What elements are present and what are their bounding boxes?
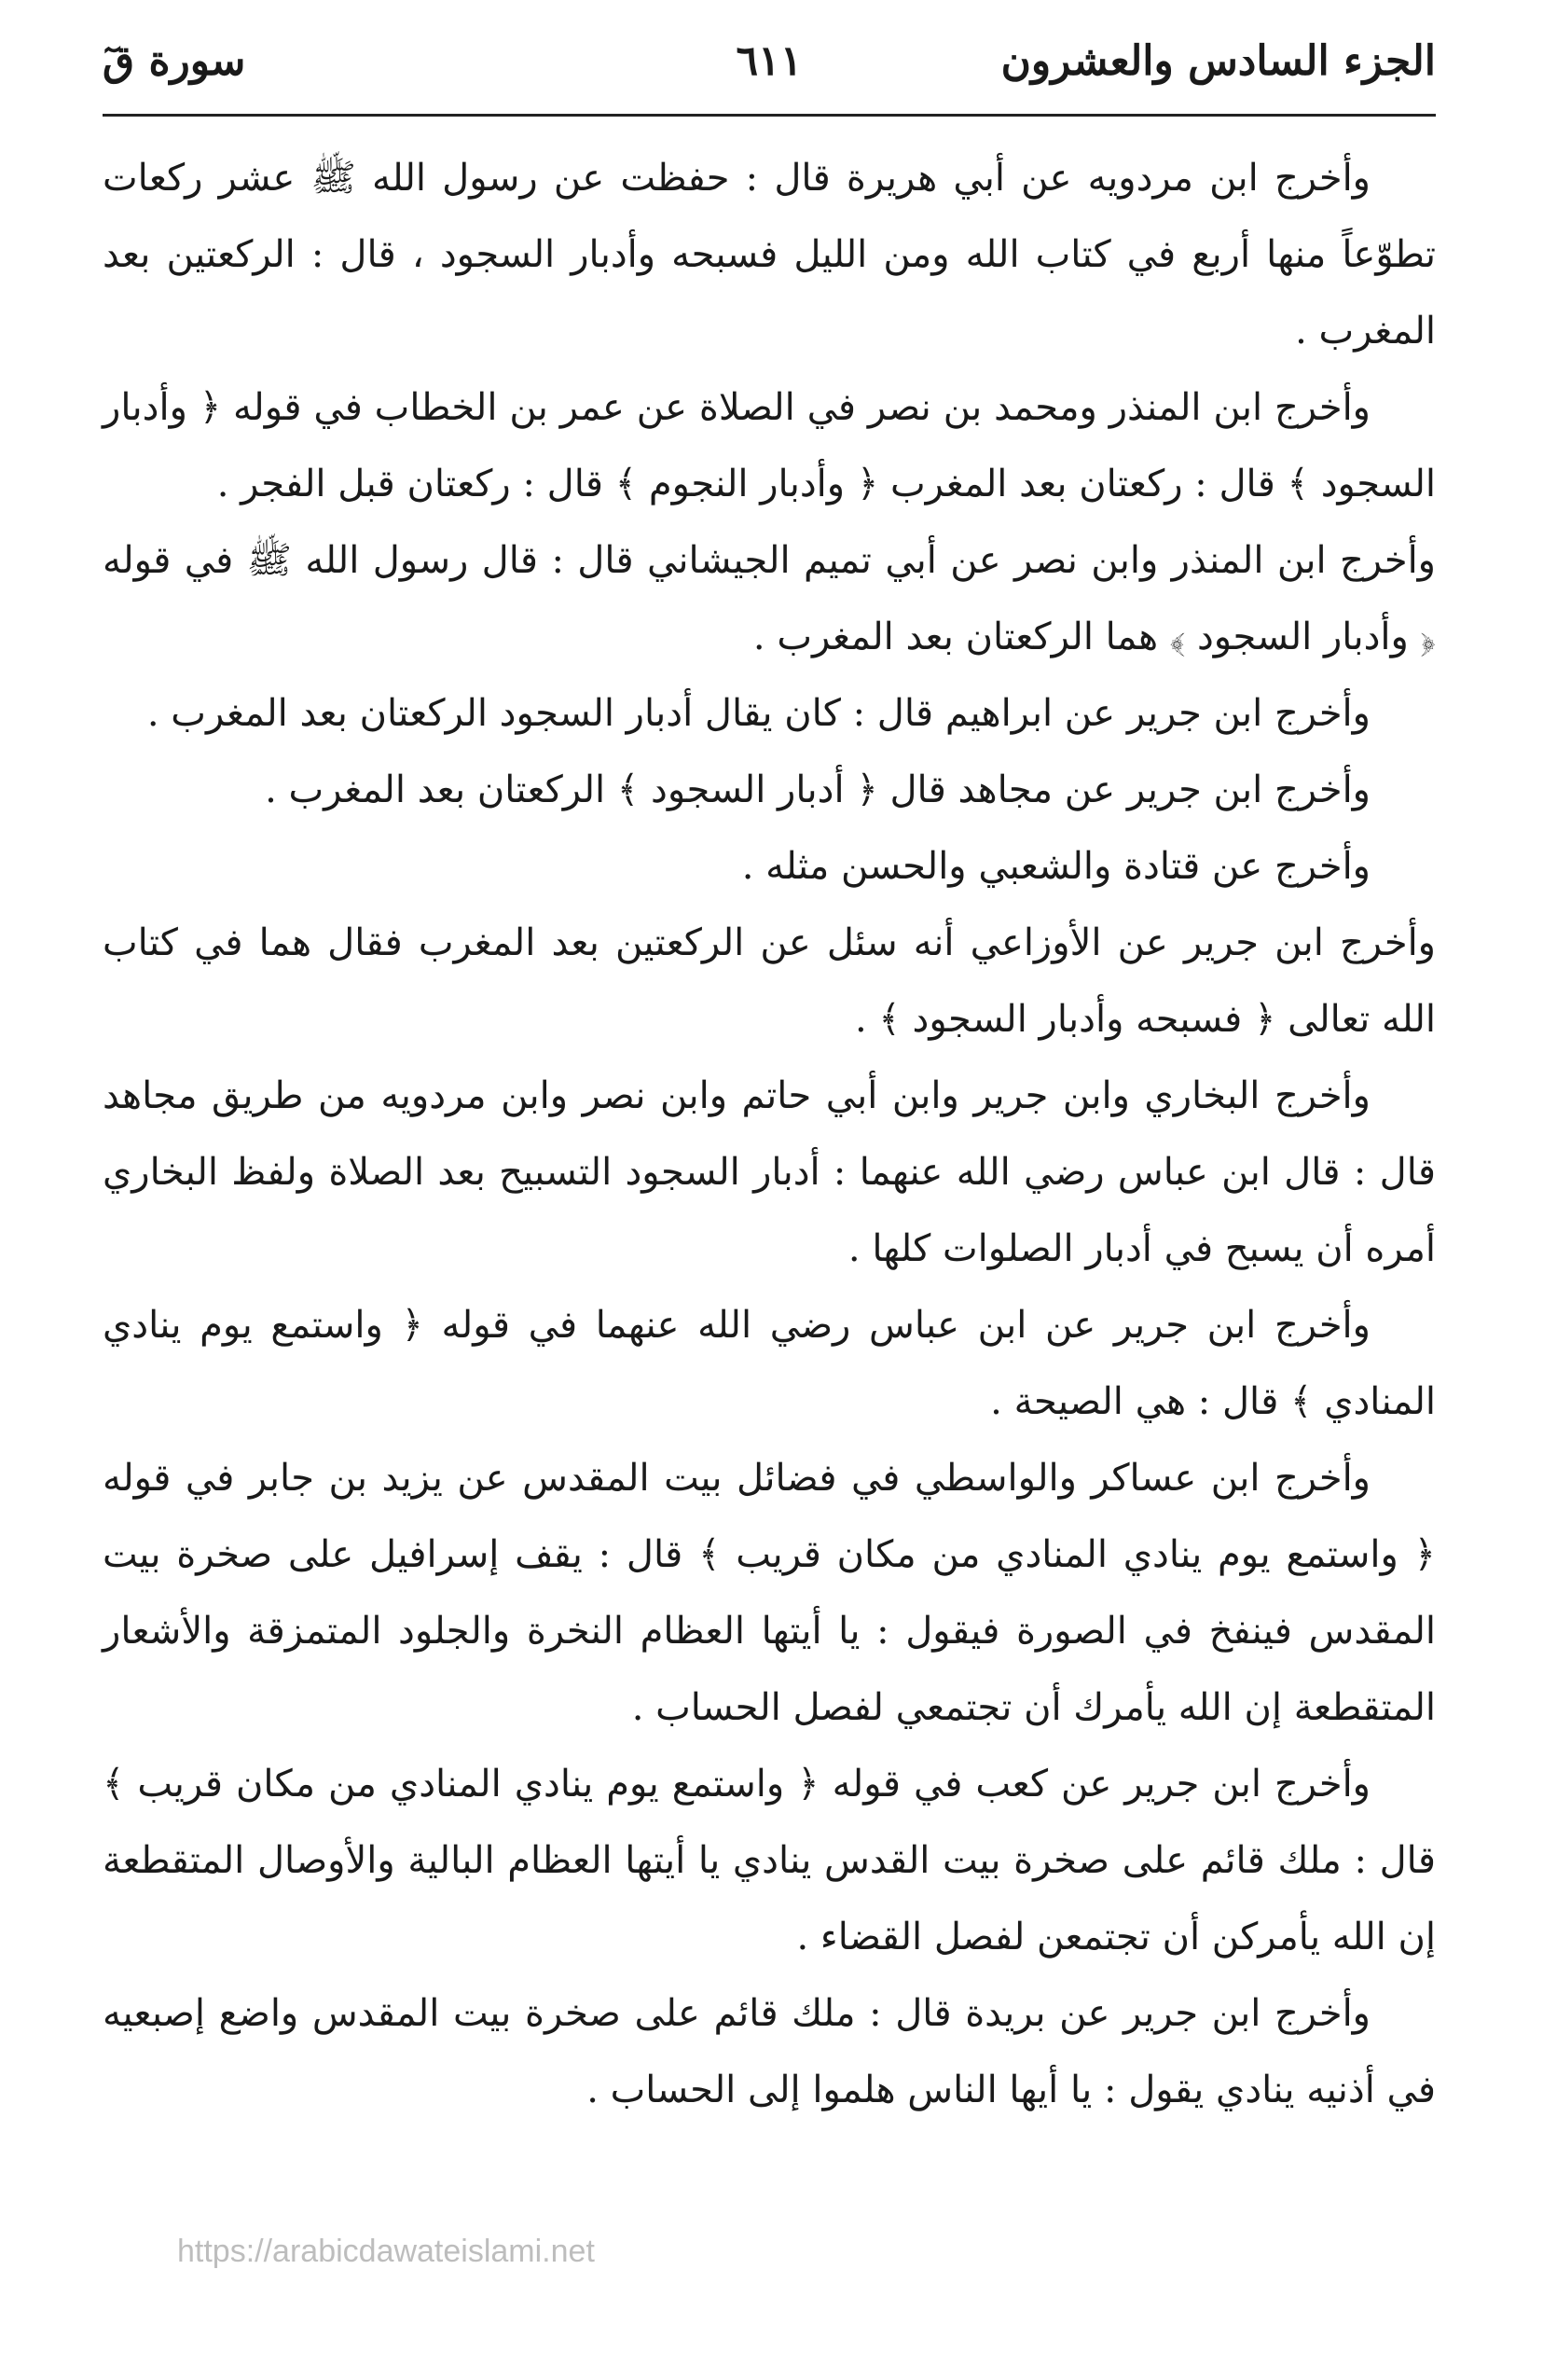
surah-title: سورة قٓ — [103, 37, 246, 85]
page-number: ٦١١ — [736, 37, 803, 85]
page-body — [103, 140, 1436, 2128]
part-title: الجزء السادس والعشرون — [1000, 37, 1436, 85]
paragraph: وأخرج ابن جرير عن مجاهد قال ﴿ أدبار السجود ﴾ الركعتان بعد المغرب . — [265, 768, 1371, 811]
paragraph: وأخرج ابن جرير عن ابن عباس رضي الله عنهما في قوله ﴿ واستمع يوم ينادي المنادي ﴾ قال : هي الصيحة . — [103, 1304, 1436, 1423]
paragraph: وأخرج ابن جرير عن ابراهيم قال : كان يقال أدبار السجود الركعتان بعد المغرب . — [146, 692, 1371, 735]
paragraph: وأخرج ابن جرير عن بريدة قال : ملك قائم على صخرة بيت المقدس واضع إصبعيه في أذنيه ينادي يقول : يا أيها الناس هلموا إلى الحساب . — [103, 1992, 1436, 2111]
page-header — [103, 28, 1436, 107]
header-divider — [103, 114, 1436, 117]
book-page — [103, 28, 1436, 2350]
paragraph: وأخرج ابن جرير عن الأوزاعي أنه سئل عن الركعتين بعد المغرب فقال هما في كتاب الله تعالى ﴿ فسبحه وأدبار السجود ﴾ . — [103, 921, 1437, 1041]
watermark-url: https://arabicdawateislami.net — [177, 2234, 595, 2269]
paragraph: وأخرج ابن جرير عن كعب في قوله ﴿ واستمع يوم ينادي المنادي من مكان قريب ﴾ قال : ملك قائم على صخرة بيت القدس ينادي يا أيتها العظام البالية والأوصال المتقطعة إن الله يأمركن أن تجتمعن لفصل القضاء . — [103, 1763, 1436, 1958]
paragraph: وأخرج ابن مردويه عن أبي هريرة قال : حفظت عن رسول الله ﷺ عشر ركعات تطوّعاً منها أربع في كتاب الله ومن الليل فسبحه وأدبار السجود ، قال : الركعتين بعد المغرب . — [103, 157, 1436, 353]
paragraph: وأخرج البخاري وابن جرير وابن أبي حاتم وابن نصر وابن مردويه من طريق مجاهد قال : قال ابن عباس رضي الله عنهما : أدبار السجود التسبيح بعد الصلاة ولفظ البخاري أمره أن يسبح في أدبار الصلوات كلها . — [103, 1074, 1436, 1270]
paragraph: وأخرج ابن عساكر والواسطي في فضائل بيت المقدس عن يزيد بن جابر في قوله ﴿ واستمع يوم ينادي المنادي من مكان قريب ﴾ قال : يقف إسرافيل على صخرة بيت المقدس فينفخ في الصورة فيقول : يا أيتها العظام النخرة والجلود المتمزقة والأشعار المتقطعة إن الله يأمرك أن تجتمعي لفصل الحساب . — [103, 1457, 1436, 1729]
paragraph: وأخرج ابن المنذر وابن نصر عن أبي تميم الجيشاني قال : قال رسول الله ﷺ في قوله ﴿ وأدبار السجود ﴾ هما الركعتان بعد المغرب . — [103, 539, 1436, 658]
paragraph: وأخرج ابن المنذر ومحمد بن نصر في الصلاة عن عمر بن الخطاب في قوله ﴿ وأدبار السجود ﴾ قال : ركعتان بعد المغرب ﴿ وأدبار النجوم ﴾ قال : ركعتان قبل الفجر . — [103, 386, 1436, 505]
paragraph: وأخرج عن قتادة والشعبي والحسن مثله . — [741, 845, 1371, 888]
